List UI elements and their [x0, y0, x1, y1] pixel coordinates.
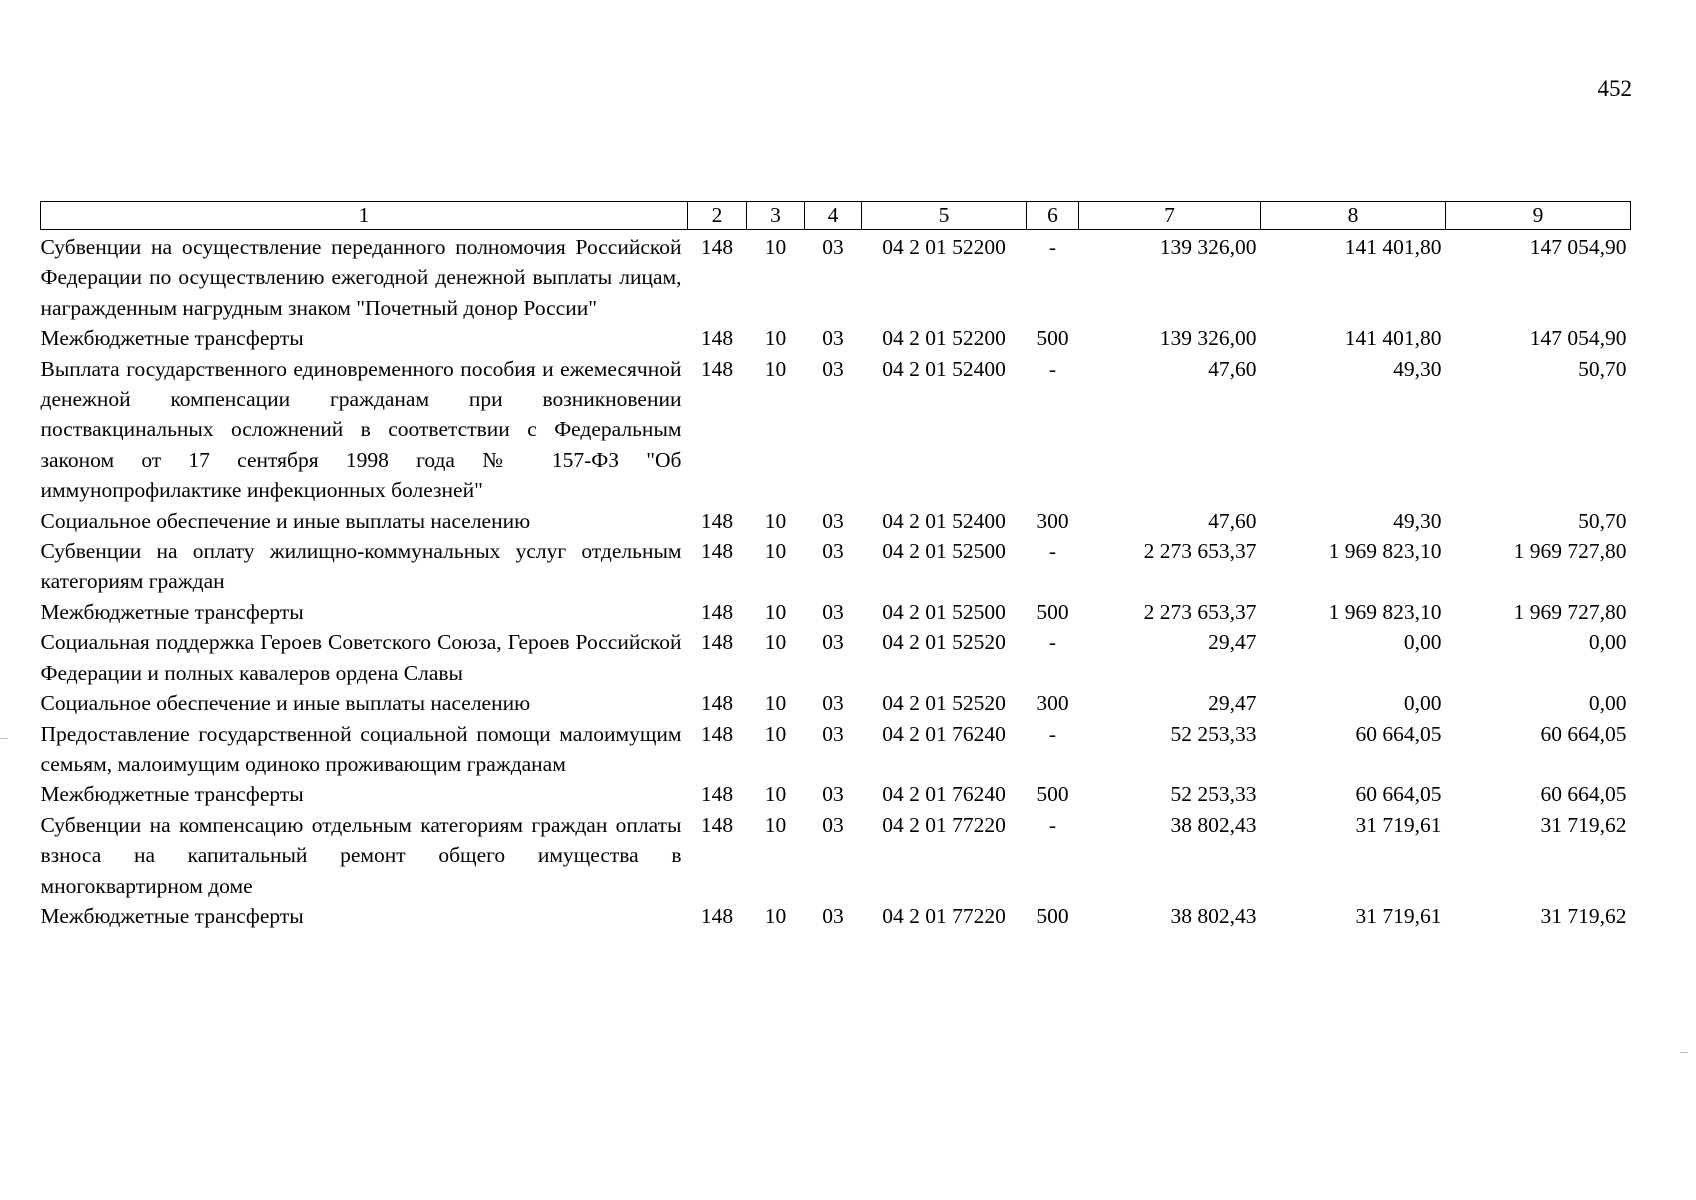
- row-description: Субвенции на компенсацию отдельным категориям граждан оплаты взноса на капитальный ремонт общего имущества в многоквартирном доме: [40, 812, 682, 898]
- row-amount-col7: 2 273 653,37: [1143, 539, 1257, 564]
- header-cell-7: 7: [1079, 202, 1261, 230]
- row-code-ministry: 148: [700, 903, 734, 928]
- row-code-subsection: 03: [822, 539, 844, 564]
- row-amount-col7: 38 802,43: [1170, 903, 1257, 928]
- row-code-ministry: 148: [700, 691, 734, 716]
- row-code-subsection: 03: [822, 782, 844, 807]
- row-amount-col9: 147 054,90: [1529, 235, 1627, 259]
- table-row: [41, 597, 1631, 627]
- header-cell-1: 1: [41, 202, 688, 230]
- table-row: [41, 323, 1631, 353]
- row-code-target: 04 2 01 77220: [882, 903, 1006, 928]
- row-code-ministry: 148: [700, 326, 734, 351]
- table-row: [41, 688, 1631, 718]
- scan-mark: [0, 738, 8, 739]
- table-row: [41, 901, 1631, 931]
- header-cell-8: 8: [1261, 202, 1446, 230]
- page-number: 452: [1597, 76, 1632, 101]
- row-code-expense-type: -: [1048, 356, 1057, 381]
- row-code-target: 04 2 01 76240: [882, 782, 1006, 807]
- row-amount-col7: 52 253,33: [1170, 721, 1257, 746]
- header-cell-5: 5: [862, 202, 1027, 230]
- row-code-expense-type: 500: [1036, 903, 1069, 928]
- row-amount-col8: 60 664,05: [1355, 721, 1442, 746]
- row-amount-col9: 1 969 727,80: [1513, 599, 1627, 624]
- row-amount-col7: 29,47: [1208, 630, 1257, 655]
- row-code-section: 10: [764, 630, 787, 655]
- row-code-section: 10: [764, 599, 787, 624]
- row-code-section: 10: [764, 721, 787, 746]
- row-code-subsection: 03: [822, 721, 844, 746]
- row-code-expense-type: -: [1048, 539, 1057, 564]
- header-cell-6: 6: [1027, 202, 1079, 230]
- row-code-target: 04 2 01 52400: [882, 356, 1006, 381]
- row-code-ministry: 148: [700, 721, 734, 746]
- row-amount-col9: 1 969 727,80: [1513, 539, 1627, 564]
- row-code-subsection: 03: [822, 630, 844, 655]
- row-code-section: 10: [764, 235, 787, 259]
- row-amount-col8: 0,00: [1403, 691, 1442, 716]
- scan-mark: [1680, 1052, 1688, 1053]
- table-row: [41, 230, 1631, 324]
- row-code-section: 10: [764, 812, 787, 837]
- row-amount-col8: 31 719,61: [1355, 812, 1442, 837]
- row-description: Межбюджетные трансферты: [40, 782, 304, 807]
- row-code-section: 10: [764, 539, 787, 564]
- row-amount-col9: 50,70: [1578, 356, 1627, 381]
- row-description: Межбюджетные трансферты: [40, 599, 304, 624]
- budget-table: [40, 201, 1631, 931]
- row-amount-col8: 141 401,80: [1344, 235, 1442, 259]
- row-description: Социальное обеспечение и иные выплаты населению: [40, 508, 531, 533]
- row-amount-col8: 49,30: [1393, 508, 1442, 533]
- row-code-target: 04 2 01 52500: [882, 599, 1006, 624]
- row-amount-col9: 31 719,62: [1540, 812, 1627, 837]
- row-amount-col8: 1 969 823,10: [1328, 539, 1442, 564]
- row-amount-col9: 147 054,90: [1529, 326, 1627, 351]
- row-code-section: 10: [764, 508, 787, 533]
- row-code-subsection: 03: [822, 691, 844, 716]
- row-code-expense-type: 500: [1036, 599, 1069, 624]
- table-body: [41, 230, 1631, 932]
- row-code-ministry: 148: [700, 812, 734, 837]
- row-code-section: 10: [764, 782, 787, 807]
- row-code-subsection: 03: [822, 235, 844, 259]
- row-amount-col7: 38 802,43: [1170, 812, 1257, 837]
- row-amount-col8: 49,30: [1393, 356, 1442, 381]
- row-amount-col7: 139 326,00: [1159, 235, 1257, 259]
- row-code-subsection: 03: [822, 812, 844, 837]
- row-code-subsection: 03: [822, 599, 844, 624]
- table-row: [41, 719, 1631, 780]
- row-code-expense-type: 300: [1036, 508, 1069, 533]
- row-code-expense-type: 500: [1036, 782, 1069, 807]
- table-row: [41, 354, 1631, 506]
- row-amount-col7: 47,60: [1208, 508, 1257, 533]
- row-code-ministry: 148: [700, 630, 734, 655]
- row-description: Межбюджетные трансферты: [40, 903, 304, 928]
- row-code-target: 04 2 01 52520: [882, 630, 1006, 655]
- row-amount-col7: 47,60: [1208, 356, 1257, 381]
- row-code-subsection: 03: [822, 356, 844, 381]
- row-code-expense-type: 300: [1036, 691, 1069, 716]
- row-code-ministry: 148: [700, 599, 734, 624]
- header-cell-4: 4: [805, 202, 862, 230]
- row-code-expense-type: -: [1048, 235, 1057, 259]
- row-code-subsection: 03: [822, 508, 844, 533]
- row-code-section: 10: [764, 691, 787, 716]
- header-row: [41, 202, 1631, 230]
- row-amount-col8: 141 401,80: [1344, 326, 1442, 351]
- row-amount-col7: 139 326,00: [1159, 326, 1257, 351]
- row-code-ministry: 148: [700, 356, 734, 381]
- row-amount-col7: 29,47: [1208, 691, 1257, 716]
- header-cell-3: 3: [747, 202, 805, 230]
- row-code-target: 04 2 01 52400: [882, 508, 1006, 533]
- row-code-ministry: 148: [700, 235, 734, 259]
- row-code-subsection: 03: [822, 326, 844, 351]
- header-cell-9: 9: [1446, 202, 1631, 230]
- row-amount-col9: 0,00: [1588, 691, 1627, 716]
- row-code-target: 04 2 01 52200: [882, 235, 1006, 259]
- row-amount-col9: 0,00: [1588, 630, 1627, 655]
- table-row: [41, 810, 1631, 901]
- row-code-target: 04 2 01 52520: [882, 691, 1006, 716]
- row-amount-col8: 31 719,61: [1355, 903, 1442, 928]
- row-description: Субвенции на оплату жилищно-коммунальных услуг отдельным категориям граждан: [40, 539, 682, 594]
- header-cell-2: 2: [688, 202, 747, 230]
- table-row: [41, 779, 1631, 809]
- row-code-target: 04 2 01 52200: [882, 326, 1006, 351]
- row-amount-col9: 60 664,05: [1540, 721, 1627, 746]
- row-code-target: 04 2 01 76240: [882, 721, 1006, 746]
- row-description: Выплата государственного единовременного пособия и ежемесячной денежной компенсации гражданам при возникновении поствакцинальных осложнений в соответствии с Федеральным законом от 17 сентября 1998 года № 157-ФЗ "Об иммунопрофилактике инфекционных болезней": [40, 356, 682, 503]
- table-row: [41, 506, 1631, 536]
- row-code-section: 10: [764, 903, 787, 928]
- table-row: [41, 536, 1631, 597]
- row-code-ministry: 148: [700, 539, 734, 564]
- row-code-ministry: 148: [700, 508, 734, 533]
- row-code-target: 04 2 01 52500: [882, 539, 1006, 564]
- table-header: [41, 202, 1631, 230]
- row-amount-col9: 50,70: [1578, 508, 1627, 533]
- row-code-section: 10: [764, 326, 787, 351]
- row-amount-col8: 60 664,05: [1355, 782, 1442, 807]
- row-description: Предоставление государственной социальной помощи малоимущим семьям, малоимущим одиноко проживающим гражданам: [40, 721, 682, 776]
- row-description: Социальное обеспечение и иные выплаты населению: [40, 691, 531, 716]
- row-amount-col7: 52 253,33: [1170, 782, 1257, 807]
- row-code-expense-type: -: [1048, 721, 1057, 746]
- row-code-expense-type: -: [1048, 812, 1057, 837]
- row-amount-col8: 1 969 823,10: [1328, 599, 1442, 624]
- row-code-subsection: 03: [822, 903, 844, 928]
- row-amount-col8: 0,00: [1403, 630, 1442, 655]
- row-code-target: 04 2 01 77220: [882, 812, 1006, 837]
- row-description: Межбюджетные трансферты: [40, 326, 304, 351]
- row-amount-col9: 60 664,05: [1540, 782, 1627, 807]
- row-code-section: 10: [764, 356, 787, 381]
- row-code-expense-type: 500: [1036, 326, 1069, 351]
- row-amount-col9: 31 719,62: [1540, 903, 1627, 928]
- row-code-ministry: 148: [700, 782, 734, 807]
- row-code-expense-type: -: [1048, 630, 1057, 655]
- table-row: [41, 627, 1631, 688]
- row-description: Субвенции на осуществление переданного полномочия Российской Федерации по осуществлению ежегодной денежной выплаты лицам, награжденным нагрудным знаком "Почетный донор России": [40, 235, 682, 320]
- row-amount-col7: 2 273 653,37: [1143, 599, 1257, 624]
- row-description: Социальная поддержка Героев Советского Союза, Героев Российской Федерации и полных кавалеров ордена Славы: [40, 630, 682, 685]
